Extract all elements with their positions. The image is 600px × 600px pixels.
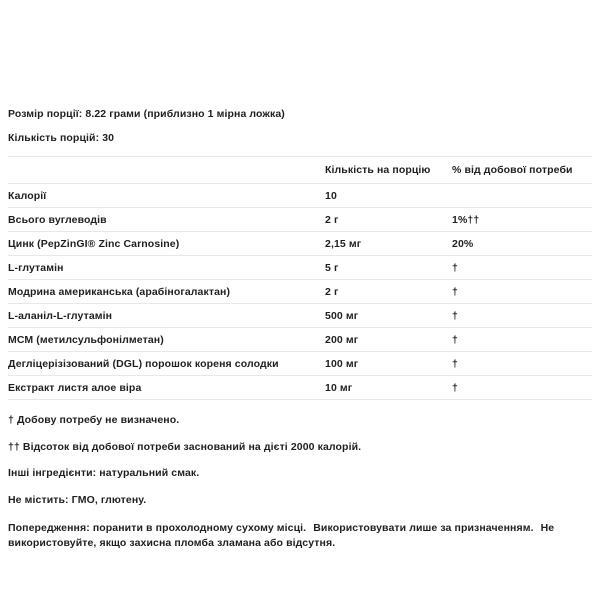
nutrient-daily-value: † <box>452 328 592 352</box>
nutrient-daily-value: † <box>452 304 592 328</box>
nutrient-amount: 2,15 мг <box>325 232 452 256</box>
nutrient-name: Модрина американська (арабіногалактан) <box>8 280 325 304</box>
table-row <box>8 328 592 352</box>
nutrient-daily-value: 1%†† <box>452 208 592 232</box>
table-row <box>8 184 592 208</box>
nutrient-amount: 2 г <box>325 208 452 232</box>
table-row <box>8 208 592 232</box>
nutrient-name: Дегліцерізізований (DGL) порошок кореня солодки <box>8 352 325 376</box>
nutrient-name: L-глутамін <box>8 256 325 280</box>
table-row <box>8 280 592 304</box>
nutrient-daily-value: † <box>452 280 592 304</box>
nutrient-daily-value: † <box>452 256 592 280</box>
table-row <box>8 256 592 280</box>
footnote-dagger: † Добову потребу не визначено. <box>8 414 180 427</box>
footnotes <box>8 414 592 551</box>
nutrient-amount: 10 мг <box>325 376 452 400</box>
footnote-double-dagger: †† Відсоток від добової потреби заснований на дієті 2000 калорій. <box>8 440 362 453</box>
nutrient-name: Всього вуглеводів <box>8 208 325 232</box>
nutrient-daily-value <box>452 184 592 208</box>
table-header <box>8 157 592 184</box>
warning-usage: Використовувати лише за призначенням. <box>313 521 534 534</box>
free-from-line: Не містить: ГМО, глютену. <box>8 493 147 506</box>
nutrient-name: МСМ (метилсульфонілметан) <box>8 328 325 352</box>
nutrient-name: Цинк (PepZinGI® Zinc Carnosine) <box>8 232 325 256</box>
serving-size-line: Розмір порції: 8.22 грами (приблизно 1 мірна ложка) <box>8 108 285 120</box>
table-row <box>8 376 592 400</box>
table-row <box>8 304 592 328</box>
servings-per-container-line: Кількість порцій: 30 <box>8 131 115 144</box>
other-ingredients-line: Інші інгредієнти: натуральний смак. <box>8 467 200 480</box>
nutrient-daily-value: 20% <box>452 232 592 256</box>
nutrient-amount: 200 мг <box>325 328 452 352</box>
warning-text <box>8 521 592 551</box>
nutrient-amount: 5 г <box>325 256 452 280</box>
warning-storage: Попередження: поранити в прохолодному сухому місці. <box>8 521 307 534</box>
nutrient-daily-value: † <box>452 376 592 400</box>
table-row <box>8 232 592 256</box>
table-body <box>8 184 592 400</box>
nutrient-amount: 10 <box>325 184 452 208</box>
nutrient-daily-value: † <box>452 352 592 376</box>
nutrient-amount: 100 мг <box>325 352 452 376</box>
warning-seal: Не використовуйте, якщо захисна пломба зламана або відсутня. <box>8 521 555 549</box>
column-header-amount-per-serving: Кількість на порцію <box>325 157 452 184</box>
table-header-row <box>8 157 592 184</box>
supplement-facts-table <box>8 156 592 400</box>
nutrient-name: Екстракт листя алое віра <box>8 376 325 400</box>
nutrient-amount: 2 г <box>325 280 452 304</box>
nutrient-amount: 500 мг <box>325 304 452 328</box>
nutrient-name: L-аланіл-L-глутамін <box>8 304 325 328</box>
column-header-nutrient <box>8 157 325 184</box>
table-row <box>8 352 592 376</box>
nutrient-name: Калорії <box>8 184 325 208</box>
column-header-daily-value: % від добової потреби <box>452 157 592 184</box>
